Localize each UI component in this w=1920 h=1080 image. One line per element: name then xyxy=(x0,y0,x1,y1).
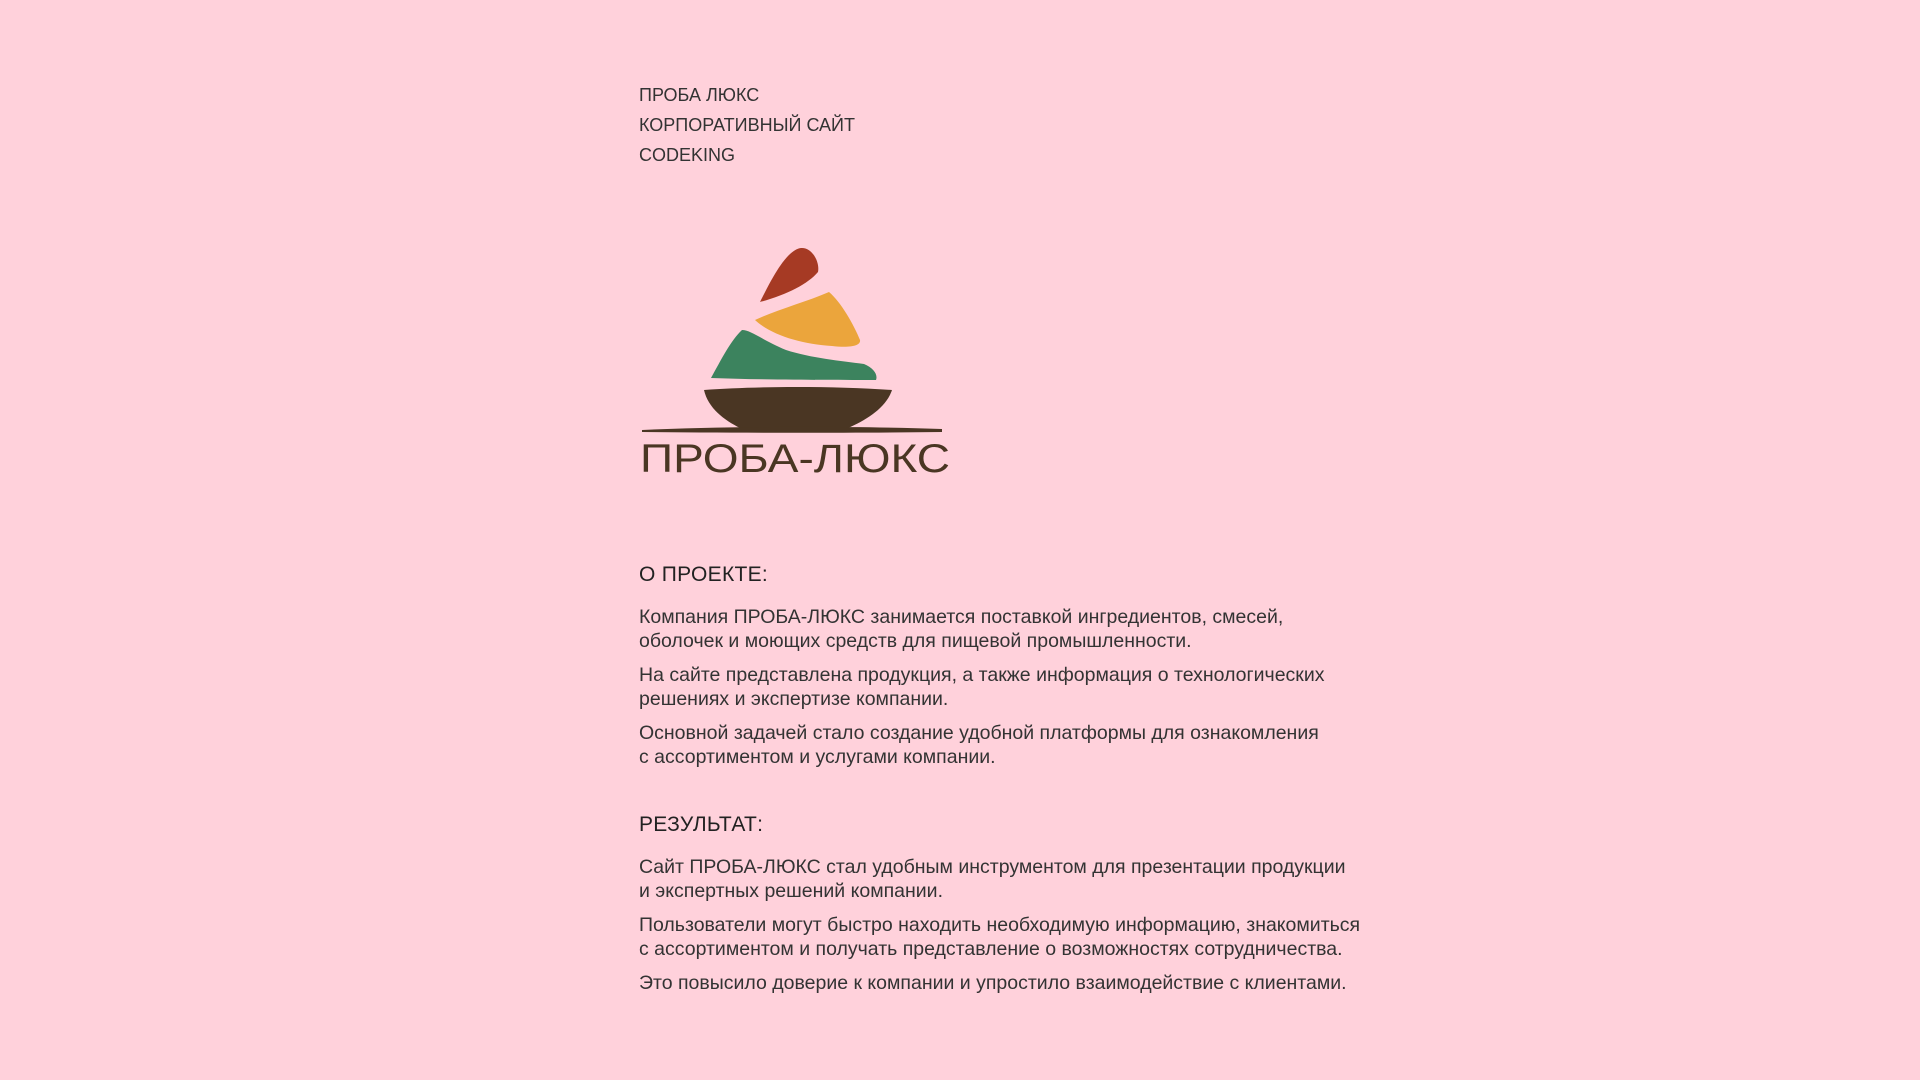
result-paragraph: Это повысило доверие к компании и упростило взаимодействие с клиентами. xyxy=(639,972,1347,994)
project-meta xyxy=(639,80,855,170)
result-heading: РЕЗУЛЬТАТ: xyxy=(639,813,764,836)
about-paragraph: Компания ПРОБА-ЛЮКС занимается поставкой ингредиентов, смесей, оболочек и моющих средств для пищевой промышленности. xyxy=(639,606,1284,652)
proba-lux-logo xyxy=(636,240,956,480)
logo-orange-stone xyxy=(755,292,860,347)
about-section xyxy=(639,563,1459,779)
result-paragraph: Сайт ПРОБА-ЛЮКС стал удобным инструментом для презентации продукции и экспертных решений компании. xyxy=(639,856,1346,902)
about-heading: О ПРОЕКТЕ: xyxy=(639,563,769,586)
agency-name: CODEKING xyxy=(639,145,736,165)
result-section xyxy=(639,813,1459,1005)
logo-bowl xyxy=(704,387,892,428)
about-paragraph: Основной задачей стало создание удобной платформы для ознакомления с ассортиментом и услугами компании. xyxy=(639,722,1319,768)
client-name: ПРОБА ЛЮКС xyxy=(639,85,760,105)
project-type: КОРПОРАТИВНЫЙ САЙТ xyxy=(639,115,855,135)
about-paragraph: На сайте представлена продукция, а также информация о технологических решениях и экспертизе компании. xyxy=(639,664,1325,710)
logo-text: ПРОБА-ЛЮКС xyxy=(640,437,950,480)
logo-bowl-line xyxy=(642,427,942,433)
result-paragraph: Пользователи могут быстро находить необходимую информацию, знакомиться с ассортиментом и получать представление о возможностях сотрудничества. xyxy=(639,914,1361,960)
logo-red-stone xyxy=(760,248,818,302)
